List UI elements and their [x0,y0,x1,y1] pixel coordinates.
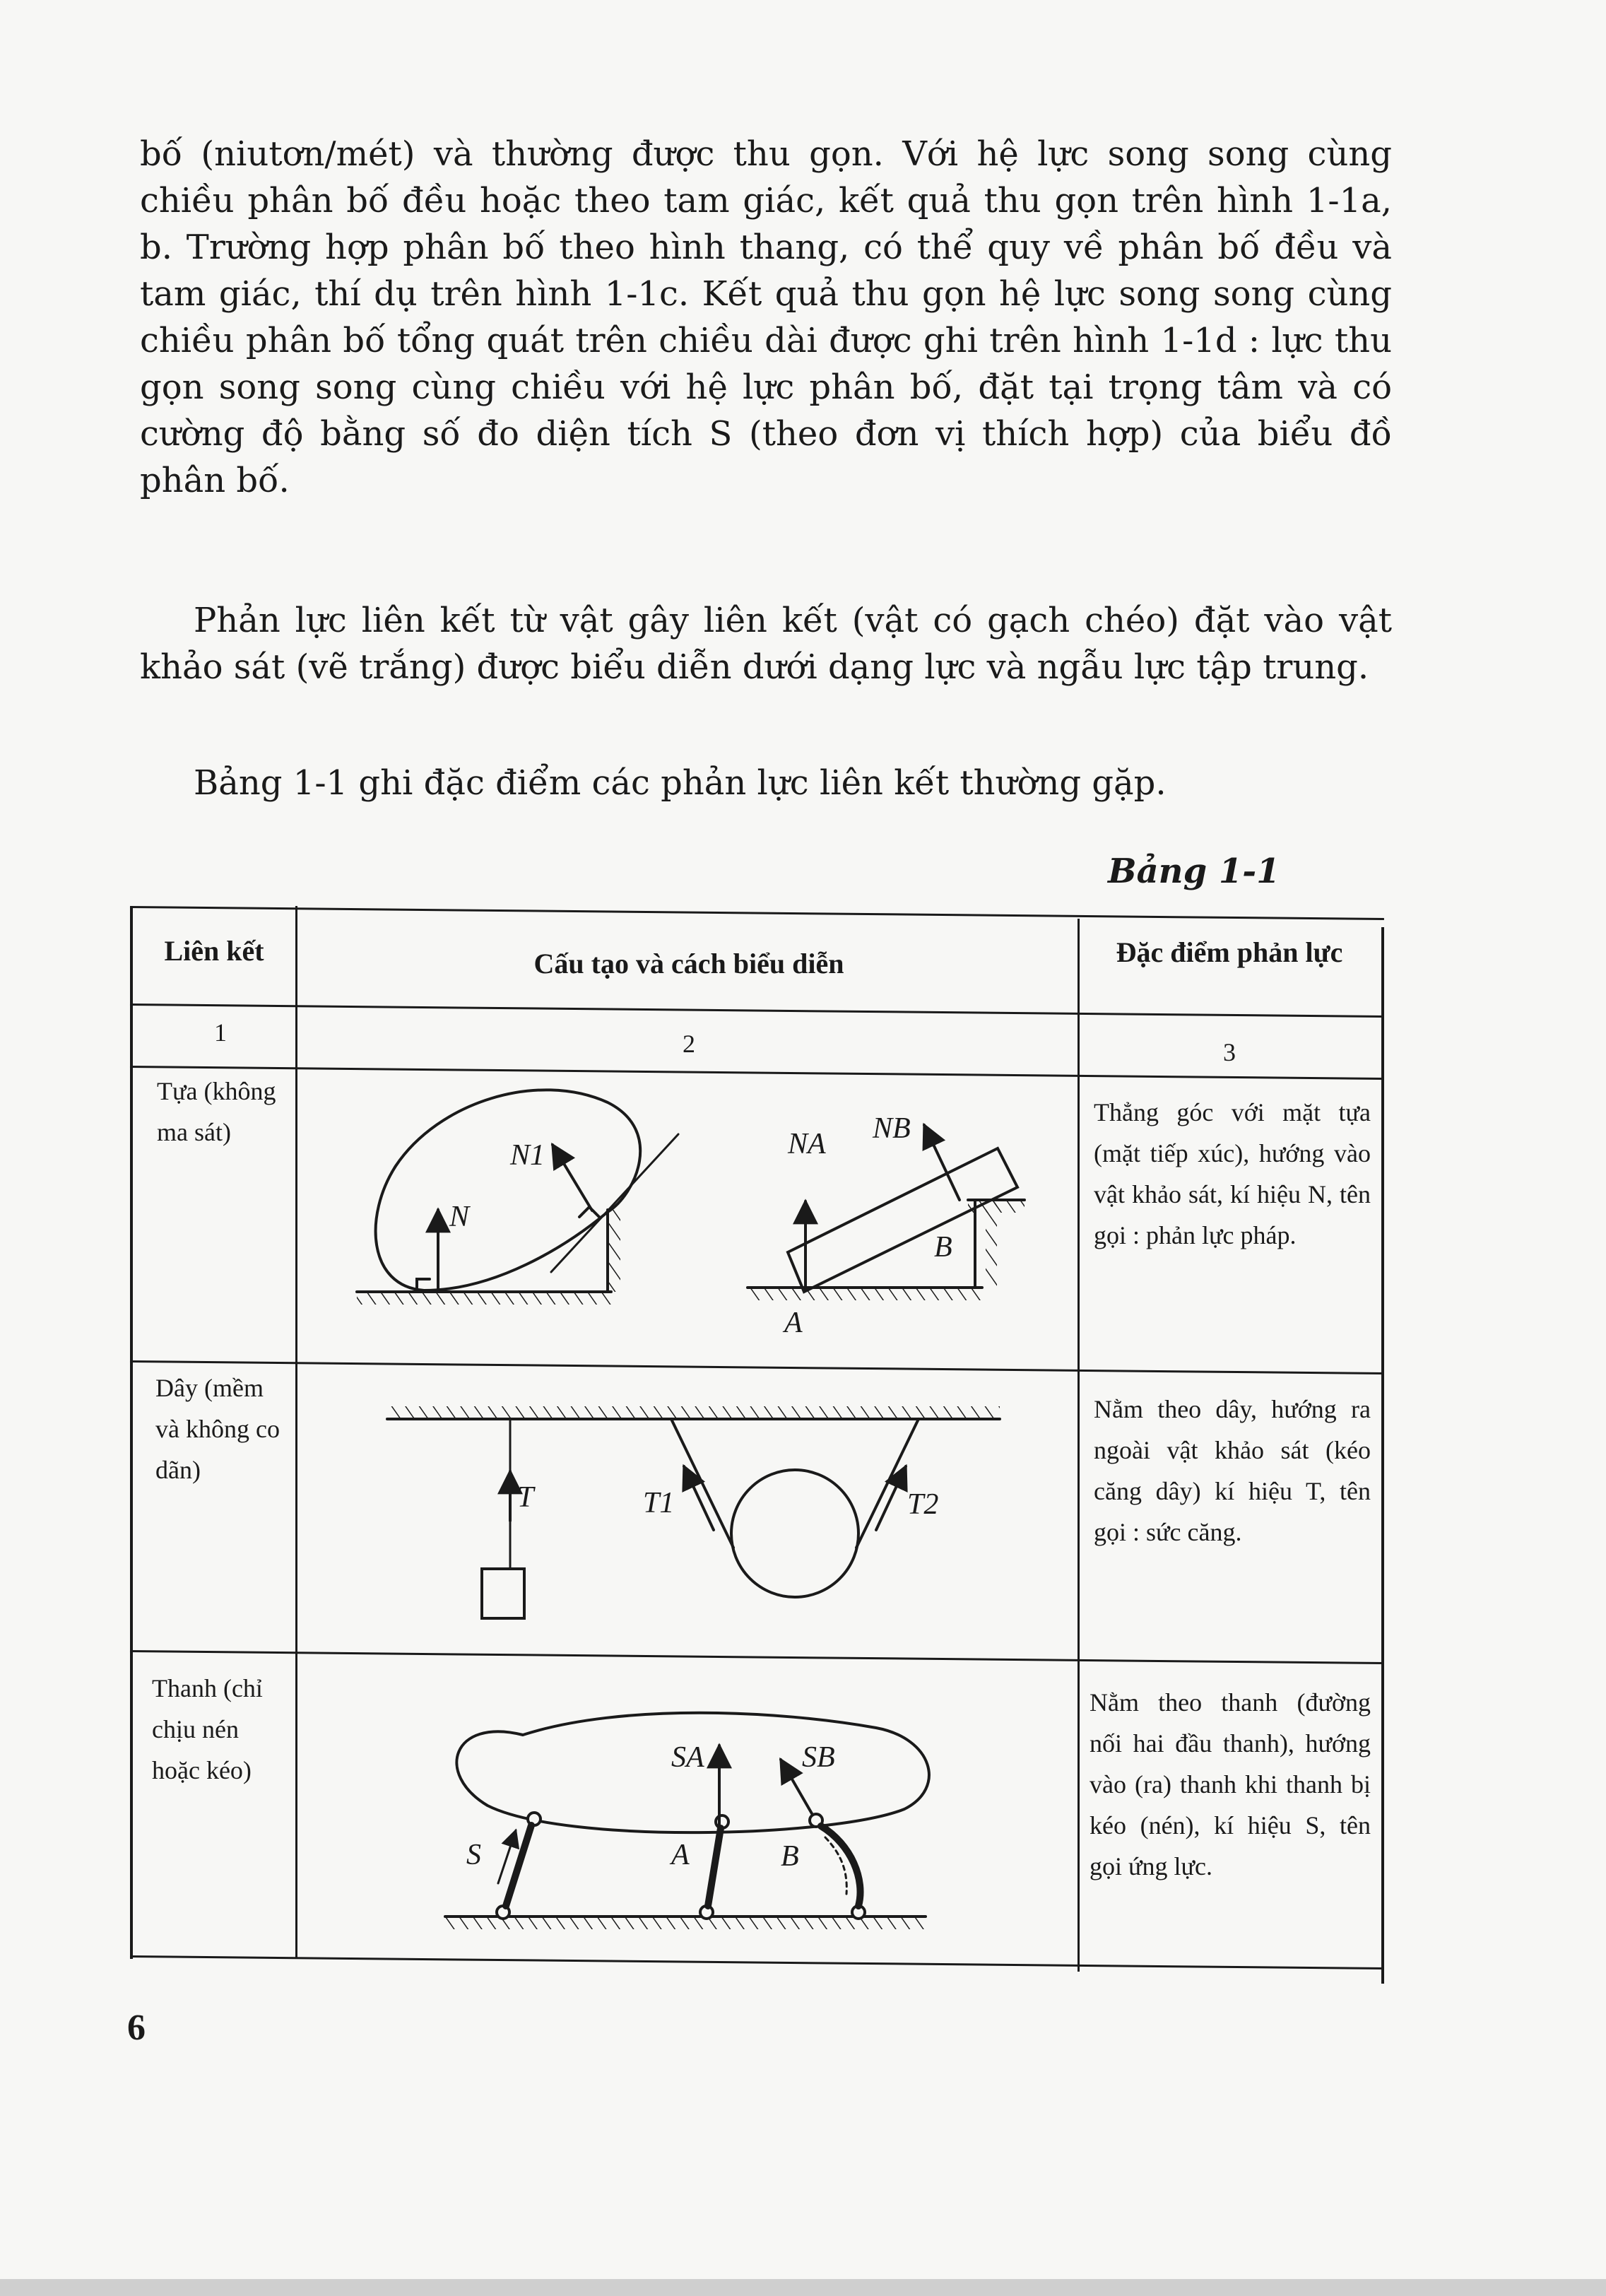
row3-link: Thanh (chỉ chịu nén hoặc kéo) [152,1674,263,1784]
page-number: 6 [127,2008,146,2048]
col-number-1: 1 [214,1018,227,1047]
label-na: NA [788,1128,826,1160]
col-number-2: 2 [683,1030,695,1058]
label-t: T [517,1481,534,1514]
scan-edge [0,2279,1606,2296]
label-b-support: B [934,1231,952,1264]
row2-link: Dây (mềm và không co dãn) [155,1374,280,1484]
table-caption: Bảng 1-1 [1108,852,1280,891]
header-feature: Đặc điểm phản lực [1116,936,1343,968]
row1-feature: Thẳng góc với mặt tựa (mặt tiếp xúc), hướng vào vật khảo sát, kí hiệu N, tên gọi : phản lực pháp. [1094,1098,1371,1249]
label-b-strut: B [781,1840,799,1873]
header-structure: Cấu tạo và cách biểu diễn [533,948,844,979]
label-sa: SA [671,1741,704,1774]
row1-link: Tựa (không ma sát) [157,1077,276,1146]
label-a-strut: A [671,1839,690,1871]
col-number-3: 3 [1223,1038,1236,1066]
row3-feature: Nằm theo thanh (đường nối hai đầu thanh), hướng vào (ra) thanh khi thanh bị kéo (nén), kí hiệu S, tên gọi ứng lực. [1090,1688,1371,1880]
paragraph-reaction-text: Phản lực liên kết từ vật gây liên kết (vật có gạch chéo) đặt vào vật khảo sát (vẽ trắng) được biểu diễn dưới dạng lực và ngẫu lực tập trung. [140,601,1392,687]
label-t2: T2 [907,1488,939,1521]
label-nb: NB [873,1112,911,1145]
support-ellipse-figure [357,1090,678,1305]
label-n1: N1 [510,1139,545,1172]
label-sb: SB [802,1741,835,1774]
row2-feature: Nằm theo dây, hướng ra ngoài vật khảo sát (kéo căng dây) kí hiệu T, tên gọi : sức căng. [1094,1395,1371,1546]
label-s: S [466,1839,481,1871]
header-link: Liên kết [164,935,264,967]
paragraph-table-intro-text: Bảng 1-1 ghi đặc điểm các phản lực liên kết thường gặp. [194,763,1167,803]
label-n: N [449,1201,470,1233]
label-a-support: A [784,1307,803,1339]
paragraph-distributed-forces: bố (niutơn/mét) và thường được thu gọn. Với hệ lực song song cùng chiều phân bố đều hoặc theo tam giác, kết quả thu gọn trên hình 1-1a, b. Trường hợp phân bố theo hình thang, có thể quy về phân bố đều và tam giác, thí dụ trên hình 1-1c. Kết quả thu gọn hệ lực song song cùng chiều phân bố tổng quát trên chiều dài được ghi trên hình 1-1d : lực thu gọn song song cùng chiều với hệ lực phân bố, đặt tại trọng tâm và có cường độ bằng số đo diện tích S (theo đơn vị thích hợp) của biểu đồ phân bố. [140,134,1392,500]
label-t1: T1 [643,1487,675,1519]
